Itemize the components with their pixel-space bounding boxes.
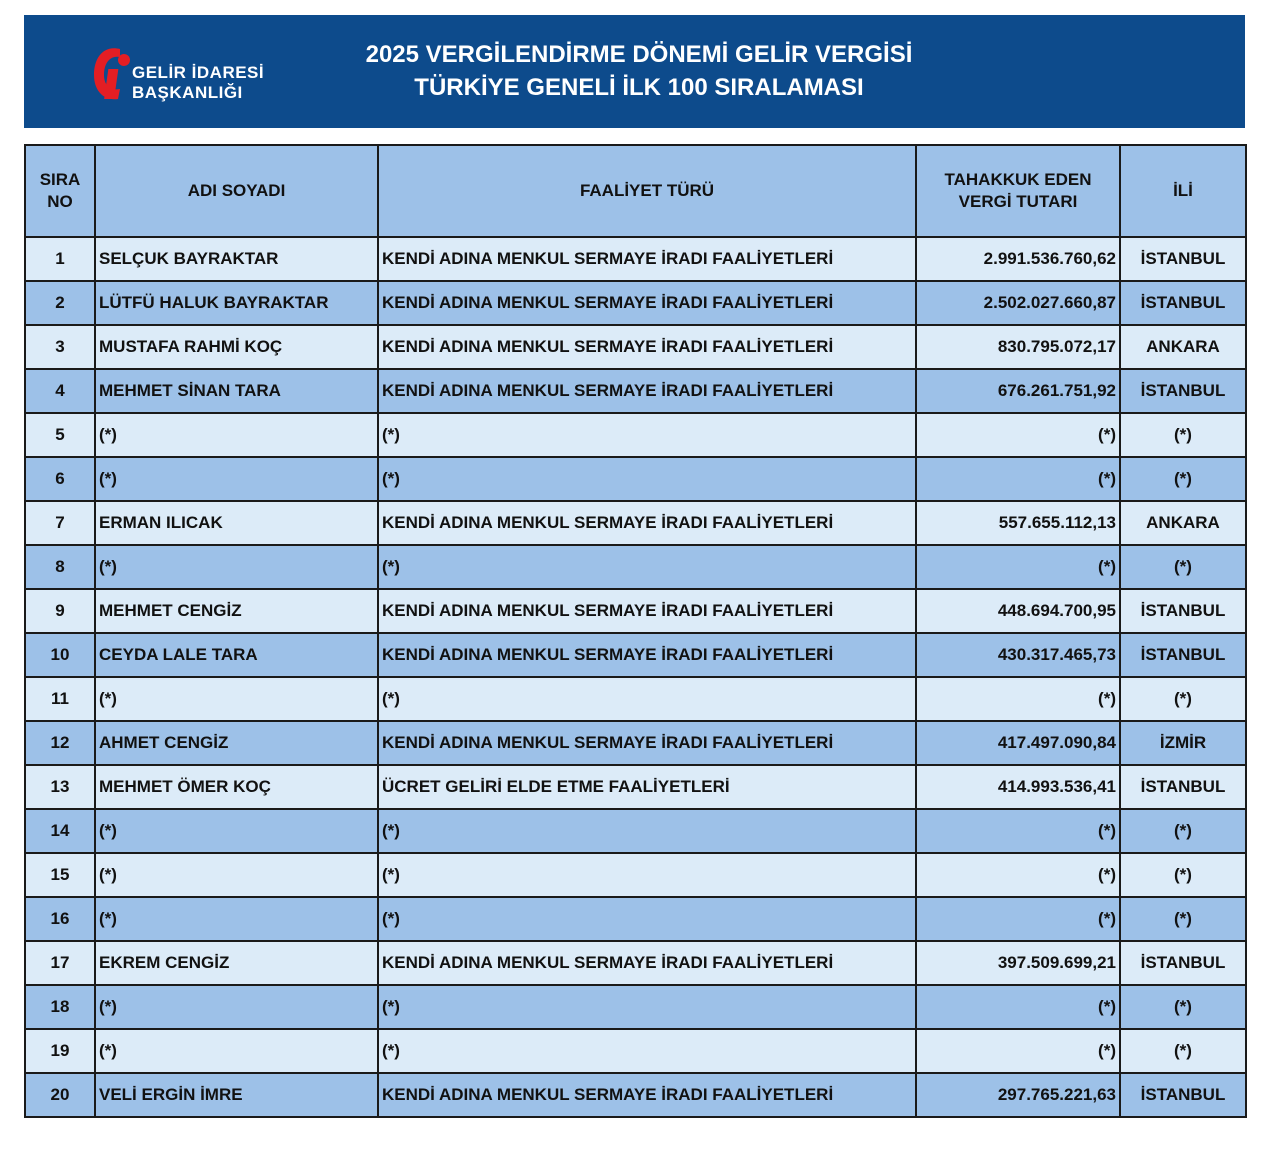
cell-ili: (*) xyxy=(1120,413,1246,457)
cell-faaliyet-turu: KENDİ ADINA MENKUL SERMAYE İRADI FAALİYETLERİ xyxy=(378,237,916,281)
cell-adi-soyadi: (*) xyxy=(95,677,378,721)
cell-sira-no: 8 xyxy=(25,545,95,589)
cell-sira-no: 5 xyxy=(25,413,95,457)
cell-adi-soyadi: LÜTFÜ HALUK BAYRAKTAR xyxy=(95,281,378,325)
cell-adi-soyadi: (*) xyxy=(95,897,378,941)
cell-ili: İSTANBUL xyxy=(1120,589,1246,633)
cell-vergi-tutari: (*) xyxy=(916,897,1120,941)
cell-sira-no: 17 xyxy=(25,941,95,985)
cell-faaliyet-turu: (*) xyxy=(378,1029,916,1073)
cell-sira-no: 7 xyxy=(25,501,95,545)
cell-faaliyet-turu: KENDİ ADINA MENKUL SERMAYE İRADI FAALİYETLERİ xyxy=(378,325,916,369)
cell-faaliyet-turu: KENDİ ADINA MENKUL SERMAYE İRADI FAALİYETLERİ xyxy=(378,369,916,413)
cell-vergi-tutari: (*) xyxy=(916,985,1120,1029)
cell-adi-soyadi: MEHMET ÖMER KOÇ xyxy=(95,765,378,809)
cell-ili: İZMİR xyxy=(1120,721,1246,765)
page-title-line2: TÜRKİYE GENELİ İLK 100 SIRALAMASI xyxy=(414,74,864,101)
gib-logo xyxy=(90,43,280,103)
cell-vergi-tutari: (*) xyxy=(916,853,1120,897)
cell-vergi-tutari: (*) xyxy=(916,809,1120,853)
table-row xyxy=(25,677,1246,721)
cell-ili: (*) xyxy=(1120,457,1246,501)
cell-vergi-tutari: (*) xyxy=(916,413,1120,457)
cell-adi-soyadi: (*) xyxy=(95,413,378,457)
cell-faaliyet-turu: (*) xyxy=(378,677,916,721)
cell-faaliyet-turu: KENDİ ADINA MENKUL SERMAYE İRADI FAALİYETLERİ xyxy=(378,501,916,545)
table-row xyxy=(25,721,1246,765)
cell-ili: (*) xyxy=(1120,1029,1246,1073)
cell-ili: (*) xyxy=(1120,897,1246,941)
cell-ili: İSTANBUL xyxy=(1120,1073,1246,1117)
cell-vergi-tutari: 2.991.536.760,62 xyxy=(916,237,1120,281)
col-header-adi-soyadi: ADI SOYADI xyxy=(95,145,378,237)
cell-vergi-tutari: 297.765.221,63 xyxy=(916,1073,1120,1117)
cell-vergi-tutari: 2.502.027.660,87 xyxy=(916,281,1120,325)
cell-sira-no: 11 xyxy=(25,677,95,721)
gib-logo-icon xyxy=(90,43,134,103)
cell-ili: ANKARA xyxy=(1120,501,1246,545)
cell-ili: İSTANBUL xyxy=(1120,281,1246,325)
table-row xyxy=(25,545,1246,589)
cell-ili: İSTANBUL xyxy=(1120,237,1246,281)
cell-adi-soyadi: MEHMET CENGİZ xyxy=(95,589,378,633)
cell-faaliyet-turu: (*) xyxy=(378,413,916,457)
cell-vergi-tutari: 430.317.465,73 xyxy=(916,633,1120,677)
cell-faaliyet-turu: (*) xyxy=(378,985,916,1029)
cell-sira-no: 3 xyxy=(25,325,95,369)
table-row xyxy=(25,413,1246,457)
cell-sira-no: 9 xyxy=(25,589,95,633)
table-row xyxy=(25,1029,1246,1073)
cell-sira-no: 6 xyxy=(25,457,95,501)
cell-adi-soyadi: (*) xyxy=(95,985,378,1029)
cell-adi-soyadi: VELİ ERGİN İMRE xyxy=(95,1073,378,1117)
cell-sira-no: 4 xyxy=(25,369,95,413)
cell-faaliyet-turu: ÜCRET GELİRİ ELDE ETME FAALİYETLERİ xyxy=(378,765,916,809)
cell-faaliyet-turu: KENDİ ADINA MENKUL SERMAYE İRADI FAALİYETLERİ xyxy=(378,1073,916,1117)
col-header-vergi-tutari: TAHAKKUK EDEN VERGİ TUTARI xyxy=(916,145,1120,237)
cell-faaliyet-turu: KENDİ ADINA MENKUL SERMAYE İRADI FAALİYETLERİ xyxy=(378,721,916,765)
table-row xyxy=(25,457,1246,501)
cell-vergi-tutari: 557.655.112,13 xyxy=(916,501,1120,545)
col-header-ili: İLİ xyxy=(1120,145,1246,237)
table-row xyxy=(25,941,1246,985)
col-header-sira-no: SIRA NO xyxy=(25,145,95,237)
table-row xyxy=(25,897,1246,941)
cell-faaliyet-turu: (*) xyxy=(378,809,916,853)
cell-adi-soyadi: AHMET CENGİZ xyxy=(95,721,378,765)
cell-faaliyet-turu: (*) xyxy=(378,545,916,589)
cell-vergi-tutari: 676.261.751,92 xyxy=(916,369,1120,413)
table-row xyxy=(25,281,1246,325)
cell-faaliyet-turu: KENDİ ADINA MENKUL SERMAYE İRADI FAALİYETLERİ xyxy=(378,633,916,677)
cell-sira-no: 14 xyxy=(25,809,95,853)
table-row xyxy=(25,325,1246,369)
cell-ili: (*) xyxy=(1120,853,1246,897)
cell-adi-soyadi: MEHMET SİNAN TARA xyxy=(95,369,378,413)
cell-adi-soyadi: (*) xyxy=(95,545,378,589)
cell-sira-no: 16 xyxy=(25,897,95,941)
cell-vergi-tutari: (*) xyxy=(916,1029,1120,1073)
table-row xyxy=(25,765,1246,809)
cell-sira-no: 10 xyxy=(25,633,95,677)
cell-sira-no: 20 xyxy=(25,1073,95,1117)
table-row xyxy=(25,985,1246,1029)
cell-adi-soyadi: (*) xyxy=(95,1029,378,1073)
cell-adi-soyadi: (*) xyxy=(95,853,378,897)
cell-vergi-tutari: 414.993.536,41 xyxy=(916,765,1120,809)
cell-ili: İSTANBUL xyxy=(1120,941,1246,985)
cell-ili: (*) xyxy=(1120,809,1246,853)
cell-sira-no: 18 xyxy=(25,985,95,1029)
table-row xyxy=(25,853,1246,897)
cell-vergi-tutari: (*) xyxy=(916,677,1120,721)
cell-sira-no: 15 xyxy=(25,853,95,897)
col-header-faaliyet-turu: FAALİYET TÜRÜ xyxy=(378,145,916,237)
cell-vergi-tutari: 448.694.700,95 xyxy=(916,589,1120,633)
logo-text-line1: GELİR İDARESİ xyxy=(132,63,265,82)
logo-text-line2: BAŞKANLIĞI xyxy=(132,83,243,102)
cell-ili: ANKARA xyxy=(1120,325,1246,369)
table-row xyxy=(25,1073,1246,1117)
table-row xyxy=(25,501,1246,545)
cell-adi-soyadi: SELÇUK BAYRAKTAR xyxy=(95,237,378,281)
table-row xyxy=(25,633,1246,677)
cell-vergi-tutari: 397.509.699,21 xyxy=(916,941,1120,985)
table-row xyxy=(25,237,1246,281)
cell-vergi-tutari: 830.795.072,17 xyxy=(916,325,1120,369)
cell-adi-soyadi: MUSTAFA RAHMİ KOÇ xyxy=(95,325,378,369)
cell-faaliyet-turu: KENDİ ADINA MENKUL SERMAYE İRADI FAALİYETLERİ xyxy=(378,589,916,633)
cell-vergi-tutari: (*) xyxy=(916,545,1120,589)
cell-adi-soyadi: (*) xyxy=(95,457,378,501)
header-banner xyxy=(24,15,1245,128)
cell-adi-soyadi: ERMAN ILICAK xyxy=(95,501,378,545)
cell-ili: İSTANBUL xyxy=(1120,369,1246,413)
cell-adi-soyadi: (*) xyxy=(95,809,378,853)
cell-ili: (*) xyxy=(1120,985,1246,1029)
cell-faaliyet-turu: KENDİ ADINA MENKUL SERMAYE İRADI FAALİYETLERİ xyxy=(378,281,916,325)
table-header-row xyxy=(25,145,1246,237)
cell-sira-no: 19 xyxy=(25,1029,95,1073)
cell-sira-no: 12 xyxy=(25,721,95,765)
cell-sira-no: 2 xyxy=(25,281,95,325)
table-body xyxy=(25,237,1246,1117)
table-row xyxy=(25,369,1246,413)
cell-ili: İSTANBUL xyxy=(1120,633,1246,677)
cell-faaliyet-turu: (*) xyxy=(378,897,916,941)
cell-ili: (*) xyxy=(1120,677,1246,721)
cell-ili: İSTANBUL xyxy=(1120,765,1246,809)
ranking-table xyxy=(24,144,1247,1118)
cell-adi-soyadi: CEYDA LALE TARA xyxy=(95,633,378,677)
cell-adi-soyadi: EKREM CENGİZ xyxy=(95,941,378,985)
cell-faaliyet-turu: (*) xyxy=(378,457,916,501)
page-title-line1: 2025 VERGİLENDİRME DÖNEMİ GELİR VERGİSİ xyxy=(365,41,913,68)
cell-faaliyet-turu: KENDİ ADINA MENKUL SERMAYE İRADI FAALİYETLERİ xyxy=(378,941,916,985)
cell-vergi-tutari: 417.497.090,84 xyxy=(916,721,1120,765)
cell-ili: (*) xyxy=(1120,545,1246,589)
table-row xyxy=(25,589,1246,633)
cell-vergi-tutari: (*) xyxy=(916,457,1120,501)
cell-faaliyet-turu: (*) xyxy=(378,853,916,897)
cell-sira-no: 1 xyxy=(25,237,95,281)
table-row xyxy=(25,809,1246,853)
cell-sira-no: 13 xyxy=(25,765,95,809)
